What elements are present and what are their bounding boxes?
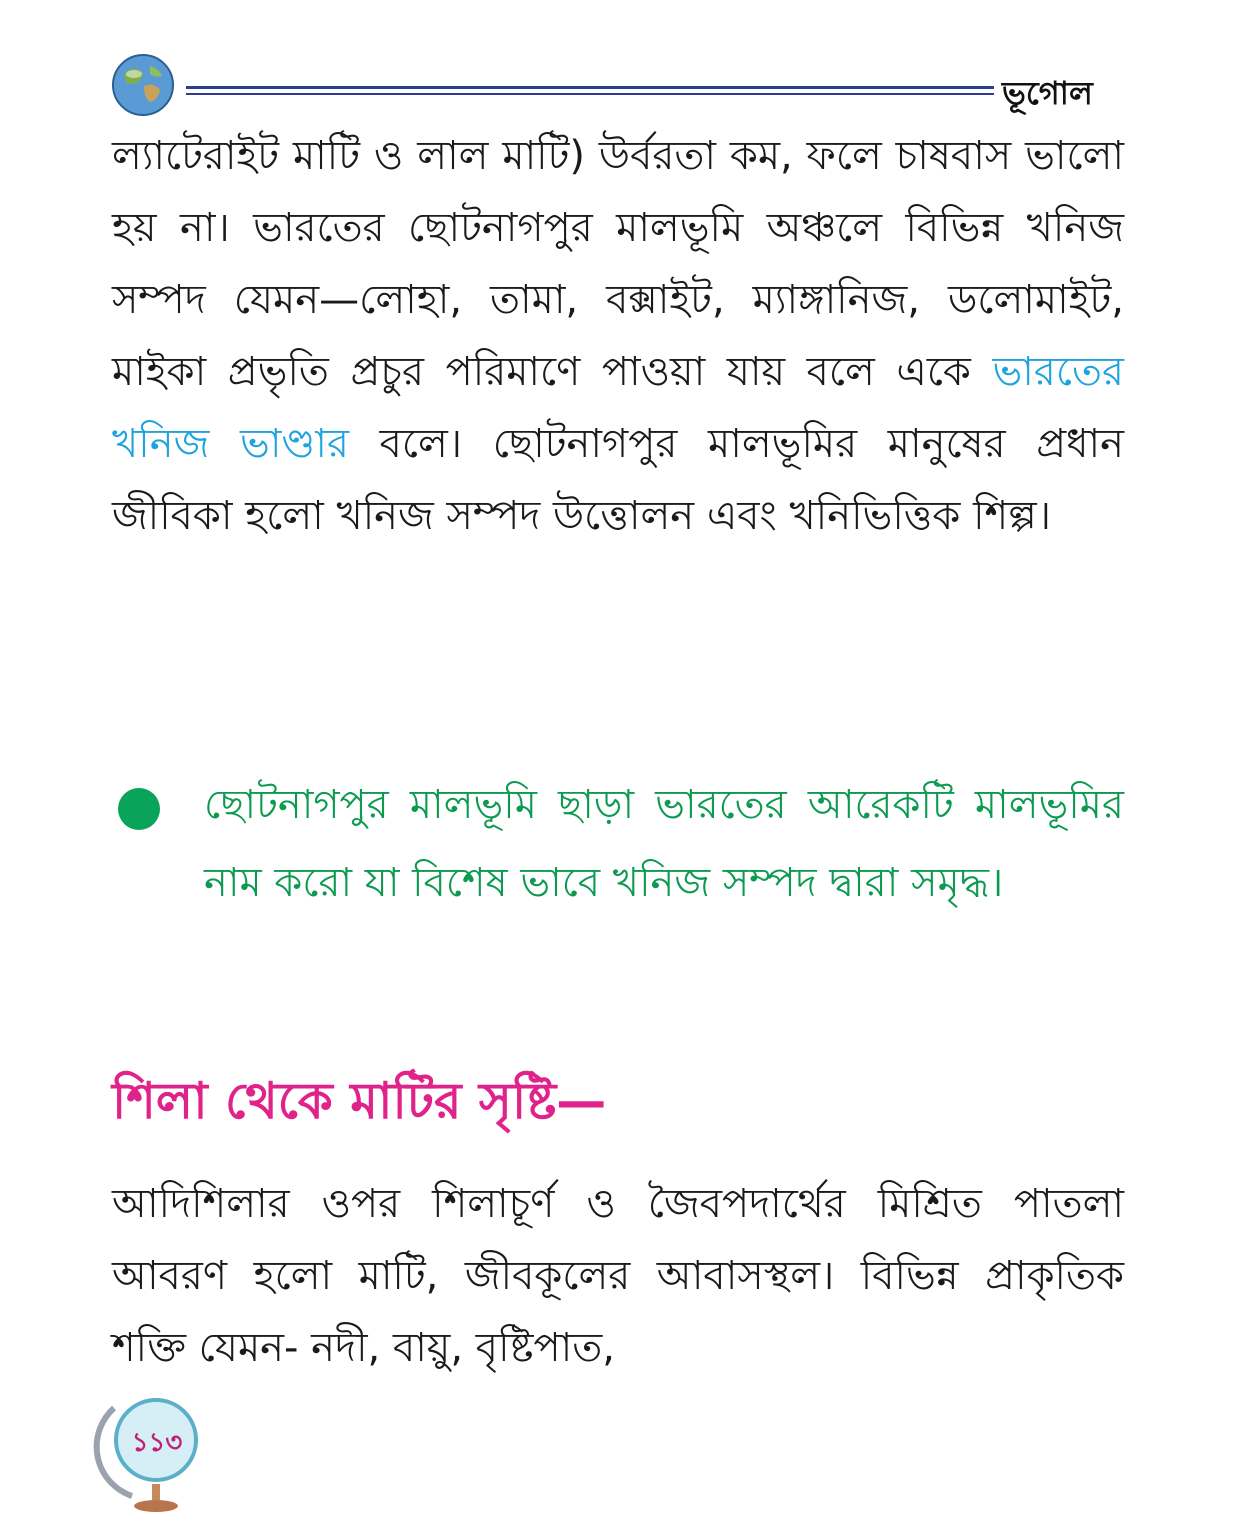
subject-title: ভূগোল: [1002, 74, 1093, 112]
section-heading: শিলা থেকে মাটির সৃষ্টি—: [112, 1072, 607, 1130]
paragraph-soil-formation: আদিশিলার ওপর শিলাচূর্ণ ও জৈবপদার্থের মিশ্রিত পাতলা আবরণ হলো মাটি, জীবকূলের আবাসস্থল। বিভিন্ন প্রাকৃতিক শক্তি যেমন- নদী, বায়ু, বৃষ্টিপাত,: [112, 1181, 1124, 1371]
paragraph-text-cont: বলে। ছোটনাগপুর মালভূমির মানুষের প্রধান জীবিকা হলো খনিজ সম্পদ উত্তোলন এবং খনিভিত্তিক শিল্প।: [112, 421, 1124, 539]
paragraph-soil-minerals: [112, 120, 1124, 552]
globe-icon: [110, 52, 176, 118]
activity-question: ছোটনাগপুর মালভূমি ছাড়া ভারতের আরেকটি মালভূমির নাম করো যা বিশেষ ভাবে খনিজ সম্পদ দ্বারা সমৃদ্ধ।: [204, 782, 1124, 906]
page-number: ১১৩: [131, 1428, 183, 1458]
header-rule-thin: [186, 93, 994, 95]
paragraph-text: ল্যাটেরাইট মাটি ও লাল মাটি) উর্বরতা কম, ফলে চাষবাস ভালো হয় না। ভারতের ছোটনাগপুর মালভূমি অঞ্চলে বিভিন্ন খনিজ সম্পদ যেমন—লোহা, তামা, বক্সাইট, ম্যাঙ্গানিজ, ডলোমাইট, মাইকা প্রভৃতি প্রচুর পরিমাণে পাওয়া যায় বলে একে: [112, 133, 1124, 395]
highlight-term: ভারতের খনিজ ভাণ্ডার: [112, 349, 1124, 467]
bullet-dot: [118, 788, 160, 830]
header-rule: [186, 86, 994, 89]
